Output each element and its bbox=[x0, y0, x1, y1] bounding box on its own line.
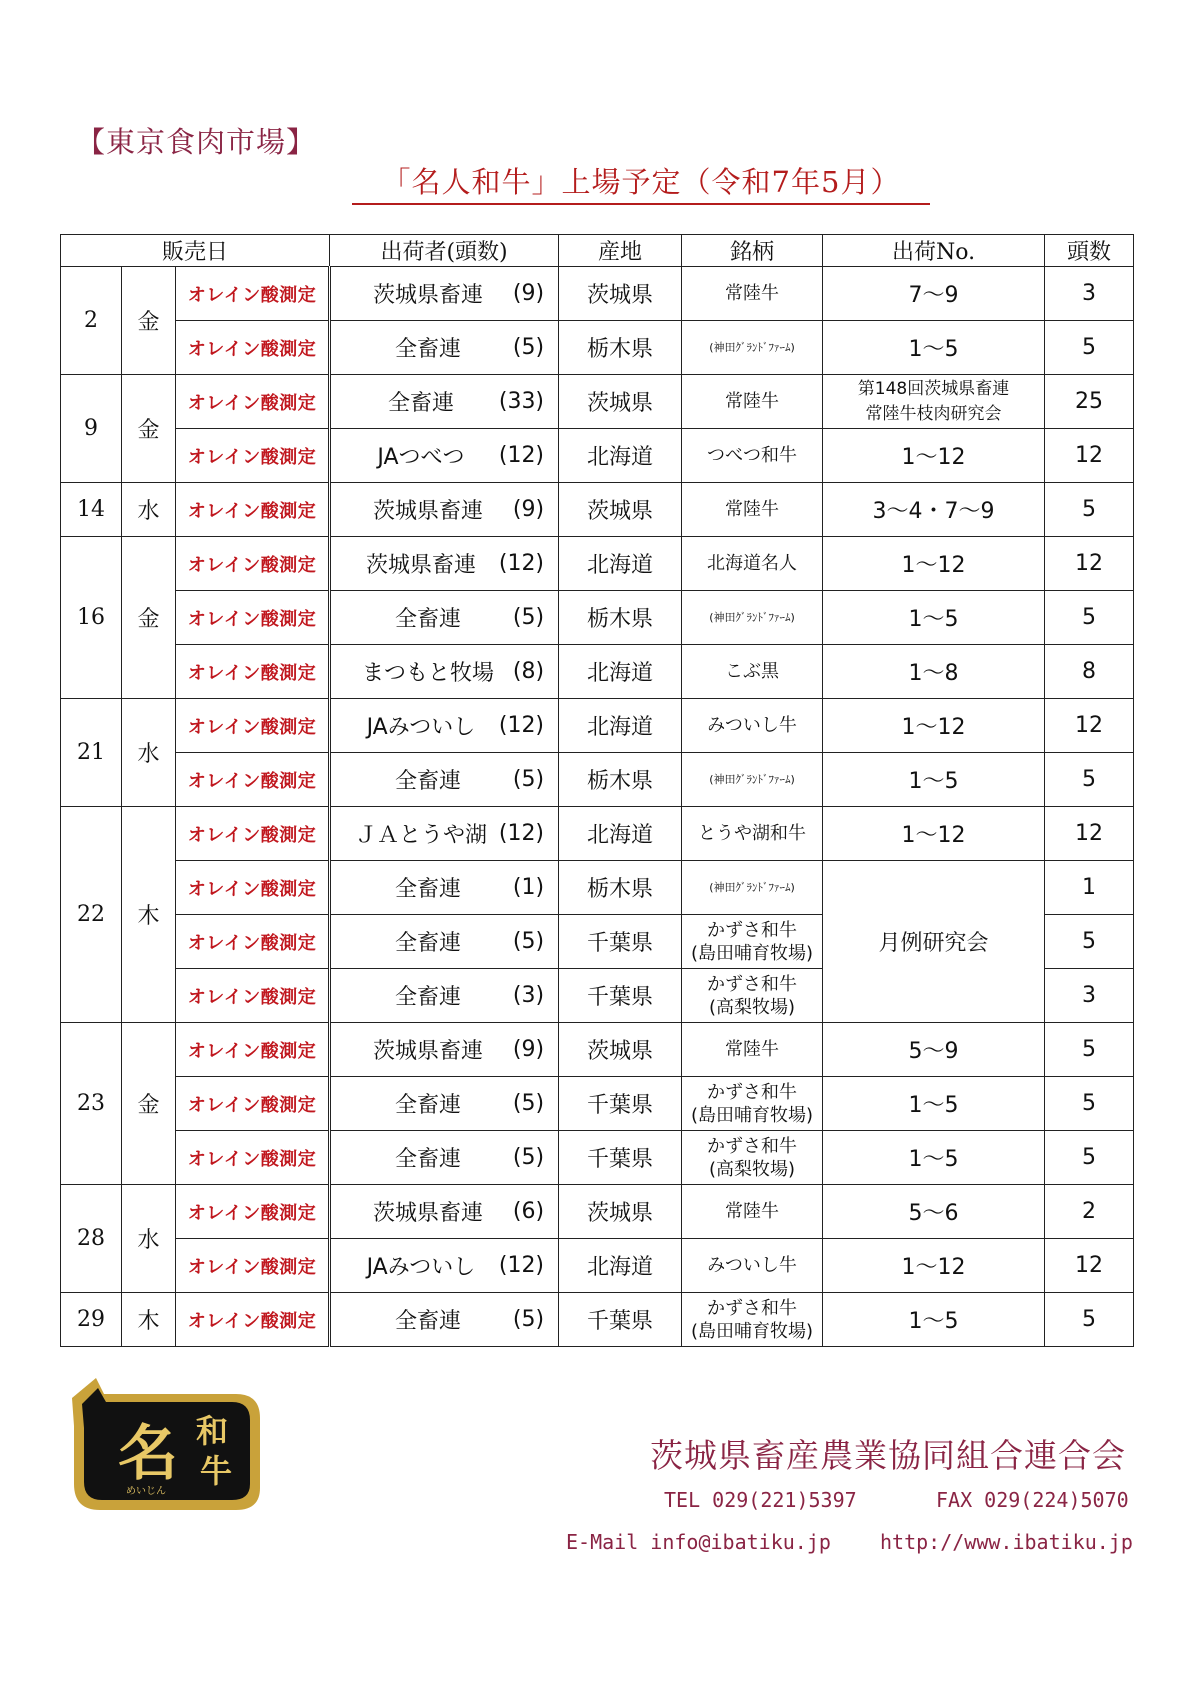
origin-cell: 栃木県 bbox=[559, 753, 682, 807]
ship-no-cell bbox=[823, 483, 1045, 537]
brand-name: 常陸牛 bbox=[725, 499, 780, 520]
origin-cell: 千葉県 bbox=[559, 1077, 682, 1131]
heads-cell: 5 bbox=[1045, 321, 1134, 375]
ship-no-cell bbox=[823, 1023, 1045, 1077]
brand-name: みついし牛 bbox=[707, 715, 797, 736]
shipper-count: (12) bbox=[498, 551, 545, 576]
shipper-name: JAみついし bbox=[366, 715, 476, 740]
shipper-count: (9) bbox=[512, 497, 545, 522]
brand-cell bbox=[682, 1023, 823, 1077]
ship-no-cell bbox=[823, 645, 1045, 699]
shipper-cell bbox=[330, 591, 559, 645]
brand-name: (神田ｸﾞﾗﾝﾄﾞﾌｧｰﾑ) bbox=[709, 773, 795, 786]
shipper-count: (5) bbox=[512, 1145, 545, 1170]
ship-no-cell bbox=[823, 1131, 1045, 1185]
brand-cell bbox=[682, 645, 823, 699]
shipper-cell bbox=[330, 1239, 559, 1293]
shipper-name: 茨城県畜連 bbox=[372, 1039, 483, 1064]
shipper-name: 全畜連 bbox=[394, 931, 461, 956]
origin-cell: 栃木県 bbox=[559, 591, 682, 645]
shipper-count: (12) bbox=[498, 713, 545, 738]
ship-no-cell bbox=[823, 807, 1045, 861]
origin-cell: 北海道 bbox=[559, 699, 682, 753]
heads-cell: 5 bbox=[1045, 753, 1134, 807]
shipper-count: (5) bbox=[512, 1307, 545, 1332]
logo-reading: めいじん bbox=[126, 1486, 166, 1497]
header-row bbox=[61, 235, 1134, 267]
table-row bbox=[61, 1239, 1134, 1293]
ship-no-cell bbox=[823, 1293, 1045, 1347]
brand-cell bbox=[682, 1077, 823, 1131]
ship-no: 5～6 bbox=[908, 1201, 959, 1226]
table-row bbox=[61, 1185, 1134, 1239]
brand-cell bbox=[682, 753, 823, 807]
origin-cell: 茨城県 bbox=[559, 375, 682, 429]
shipper-count: (5) bbox=[512, 929, 545, 954]
table-row bbox=[61, 429, 1134, 483]
brand-name: 常陸牛 bbox=[725, 1201, 780, 1222]
oleic-acid-label: オレイン酸測定 bbox=[176, 537, 330, 591]
shipper-count: (5) bbox=[512, 335, 545, 360]
oleic-acid-label: オレイン酸測定 bbox=[176, 861, 330, 915]
heads-cell: 5 bbox=[1045, 1023, 1134, 1077]
heads-cell: 1 bbox=[1045, 861, 1134, 915]
brand-cell bbox=[682, 1185, 823, 1239]
shipper-count: (8) bbox=[512, 659, 545, 684]
ship-no: 1～12 bbox=[901, 1255, 966, 1280]
oleic-acid-label: オレイン酸測定 bbox=[176, 807, 330, 861]
heads-cell: 3 bbox=[1045, 267, 1134, 321]
brand-name: みついし牛 bbox=[707, 1255, 797, 1276]
shipper-cell bbox=[330, 807, 559, 861]
brand-name: つべつ和牛 bbox=[707, 445, 798, 466]
heads-cell: 12 bbox=[1045, 807, 1134, 861]
heads-cell: 12 bbox=[1045, 699, 1134, 753]
ship-no: 1～8 bbox=[908, 661, 959, 686]
brand-name: 常陸牛 bbox=[725, 1039, 780, 1060]
table-row bbox=[61, 1293, 1134, 1347]
col-ship-no: 出荷No. bbox=[823, 235, 1045, 267]
brand-farm: (島田哺育牧場) bbox=[691, 1320, 814, 1342]
brand-name: かずさ和牛 bbox=[707, 1081, 798, 1103]
ship-no: 3～4・7～9 bbox=[872, 499, 995, 524]
heads-cell: 5 bbox=[1045, 1131, 1134, 1185]
meijin-wagyu-logo bbox=[60, 1370, 280, 1520]
sale-weekday: 水 bbox=[122, 483, 176, 537]
ship-no: 月例研究会 bbox=[878, 931, 989, 956]
oleic-acid-label: オレイン酸測定 bbox=[176, 483, 330, 537]
shipper-cell bbox=[330, 483, 559, 537]
oleic-acid-label: オレイン酸測定 bbox=[176, 699, 330, 753]
origin-cell: 茨城県 bbox=[559, 1185, 682, 1239]
tel-text: TEL 029(221)5397 bbox=[664, 1488, 857, 1512]
heads-cell: 5 bbox=[1045, 1077, 1134, 1131]
document-title: 「名人和牛」上場予定（令和7年5月） bbox=[352, 160, 930, 205]
sale-weekday: 金 bbox=[122, 267, 176, 375]
shipper-cell bbox=[330, 915, 559, 969]
sale-day: 16 bbox=[61, 537, 122, 699]
table-row bbox=[61, 591, 1134, 645]
ship-no: 1～5 bbox=[908, 337, 959, 362]
ship-no: 1～5 bbox=[908, 607, 959, 632]
brand-name: (神田ｸﾞﾗﾝﾄﾞﾌｧｰﾑ) bbox=[709, 341, 795, 354]
ship-no-cell bbox=[823, 753, 1045, 807]
origin-cell: 北海道 bbox=[559, 807, 682, 861]
table-row bbox=[61, 267, 1134, 321]
shipper-cell bbox=[330, 753, 559, 807]
shipper-cell bbox=[330, 969, 559, 1023]
brand-cell bbox=[682, 483, 823, 537]
market-title: 【東京食肉市場】 bbox=[76, 125, 317, 159]
shipper-count: (5) bbox=[512, 767, 545, 792]
col-heads: 頭数 bbox=[1045, 235, 1134, 267]
brand-name: こぶ黒 bbox=[725, 661, 780, 682]
shipper-count: (5) bbox=[512, 605, 545, 630]
email-link[interactable]: E-Mail info@ibatiku.jp bbox=[566, 1530, 831, 1554]
origin-cell: 千葉県 bbox=[559, 915, 682, 969]
origin-cell: 千葉県 bbox=[559, 969, 682, 1023]
brand-cell bbox=[682, 969, 823, 1023]
heads-cell: 3 bbox=[1045, 969, 1134, 1023]
sale-weekday: 金 bbox=[122, 537, 176, 699]
origin-cell: 北海道 bbox=[559, 537, 682, 591]
shipper-cell bbox=[330, 645, 559, 699]
sale-day: 29 bbox=[61, 1293, 122, 1347]
shipper-cell bbox=[330, 861, 559, 915]
shipper-count: (5) bbox=[512, 1091, 545, 1116]
ship-no: 1～12 bbox=[901, 445, 966, 470]
logo-sub2-char: 牛 bbox=[200, 1452, 233, 1490]
sale-day: 22 bbox=[61, 807, 122, 1023]
sale-weekday: 水 bbox=[122, 699, 176, 807]
sale-day: 9 bbox=[61, 375, 122, 483]
oleic-acid-label: オレイン酸測定 bbox=[176, 753, 330, 807]
shipper-name: 全畜連 bbox=[394, 985, 461, 1010]
origin-cell: 千葉県 bbox=[559, 1293, 682, 1347]
origin-cell: 茨城県 bbox=[559, 267, 682, 321]
table-row bbox=[61, 645, 1134, 699]
shipper-cell bbox=[330, 321, 559, 375]
shipper-count: (6) bbox=[512, 1199, 545, 1224]
origin-cell: 栃木県 bbox=[559, 861, 682, 915]
fax-text: FAX 029(224)5070 bbox=[936, 1488, 1129, 1512]
ship-no: 5～9 bbox=[908, 1039, 959, 1064]
shipper-cell bbox=[330, 699, 559, 753]
shipper-cell bbox=[330, 1293, 559, 1347]
oleic-acid-label: オレイン酸測定 bbox=[176, 1131, 330, 1185]
origin-cell: 北海道 bbox=[559, 645, 682, 699]
oleic-acid-label: オレイン酸測定 bbox=[176, 1239, 330, 1293]
brand-name: かずさ和牛 bbox=[707, 973, 798, 995]
origin-cell: 茨城県 bbox=[559, 483, 682, 537]
oleic-acid-label: オレイン酸測定 bbox=[176, 1023, 330, 1077]
brand-name: かずさ和牛 bbox=[707, 1135, 798, 1157]
ship-no-cell bbox=[823, 1185, 1045, 1239]
oleic-acid-label: オレイン酸測定 bbox=[176, 375, 330, 429]
shipper-name: 全畜連 bbox=[394, 1093, 461, 1118]
sale-weekday: 金 bbox=[122, 1023, 176, 1185]
shipper-cell bbox=[330, 429, 559, 483]
origin-cell: 北海道 bbox=[559, 1239, 682, 1293]
brand-farm: (高梨牧場) bbox=[709, 1158, 796, 1180]
table-row bbox=[61, 1077, 1134, 1131]
origin-cell: 千葉県 bbox=[559, 1131, 682, 1185]
col-brand: 銘柄 bbox=[682, 235, 823, 267]
ship-no-cell bbox=[823, 861, 1045, 1023]
shipper-name: 茨城県畜連 bbox=[365, 553, 476, 578]
shipper-count: (9) bbox=[512, 1037, 545, 1062]
brand-cell bbox=[682, 429, 823, 483]
table-row bbox=[61, 861, 1134, 915]
ship-no: 第148回茨城県畜連 bbox=[857, 378, 1010, 399]
shipper-cell bbox=[330, 1185, 559, 1239]
brand-name: 常陸牛 bbox=[725, 391, 780, 412]
oleic-acid-label: オレイン酸測定 bbox=[176, 429, 330, 483]
ship-no-cell bbox=[823, 1077, 1045, 1131]
oleic-acid-label: オレイン酸測定 bbox=[176, 915, 330, 969]
brand-cell bbox=[682, 861, 823, 915]
brand-cell bbox=[682, 807, 823, 861]
shipper-cell bbox=[330, 1077, 559, 1131]
table-row bbox=[61, 321, 1134, 375]
shipper-name: まつもと牧場 bbox=[361, 661, 494, 686]
ship-no-line2: 常陸牛枝肉研究会 bbox=[865, 403, 1002, 424]
shipper-name: 全畜連 bbox=[394, 337, 461, 362]
brand-cell bbox=[682, 375, 823, 429]
sale-weekday: 木 bbox=[122, 807, 176, 1023]
oleic-acid-label: オレイン酸測定 bbox=[176, 1185, 330, 1239]
shipper-cell bbox=[330, 1131, 559, 1185]
shipper-name: 全畜連 bbox=[394, 877, 461, 902]
brand-name: (神田ｸﾞﾗﾝﾄﾞﾌｧｰﾑ) bbox=[709, 881, 795, 894]
col-date: 販売日 bbox=[61, 235, 330, 267]
ship-no: 7～9 bbox=[908, 283, 959, 308]
sale-day: 23 bbox=[61, 1023, 122, 1185]
brand-cell bbox=[682, 1131, 823, 1185]
oleic-acid-label: オレイン酸測定 bbox=[176, 321, 330, 375]
logo-main-char: 名 bbox=[118, 1419, 178, 1489]
ship-no-cell bbox=[823, 591, 1045, 645]
brand-name: 常陸牛 bbox=[725, 283, 780, 304]
table-row bbox=[61, 537, 1134, 591]
ship-no: 1～5 bbox=[908, 1147, 959, 1172]
ship-no-cell bbox=[823, 429, 1045, 483]
heads-cell: 5 bbox=[1045, 591, 1134, 645]
table-row bbox=[61, 1131, 1134, 1185]
schedule-table bbox=[60, 234, 1134, 1347]
oleic-acid-label: オレイン酸測定 bbox=[176, 267, 330, 321]
sale-day: 21 bbox=[61, 699, 122, 807]
oleic-acid-label: オレイン酸測定 bbox=[176, 1293, 330, 1347]
heads-cell: 12 bbox=[1045, 537, 1134, 591]
origin-cell: 栃木県 bbox=[559, 321, 682, 375]
sale-weekday: 木 bbox=[122, 1293, 176, 1347]
ship-no-cell bbox=[823, 267, 1045, 321]
brand-cell bbox=[682, 537, 823, 591]
shipper-cell bbox=[330, 537, 559, 591]
shipper-count: (12) bbox=[498, 1253, 545, 1278]
brand-name: (神田ｸﾞﾗﾝﾄﾞﾌｧｰﾑ) bbox=[709, 611, 795, 624]
col-origin: 産地 bbox=[559, 235, 682, 267]
shipper-name: 全畜連 bbox=[387, 391, 454, 416]
heads-cell: 5 bbox=[1045, 483, 1134, 537]
sale-day: 28 bbox=[61, 1185, 122, 1293]
shipper-count: (12) bbox=[498, 821, 545, 846]
oleic-acid-label: オレイン酸測定 bbox=[176, 591, 330, 645]
brand-cell bbox=[682, 267, 823, 321]
table-row bbox=[61, 375, 1134, 429]
shipper-name: 全畜連 bbox=[394, 1309, 461, 1334]
shipper-name: 全畜連 bbox=[394, 769, 461, 794]
ship-no-cell bbox=[823, 699, 1045, 753]
table-row bbox=[61, 807, 1134, 861]
oleic-acid-label: オレイン酸測定 bbox=[176, 969, 330, 1023]
sale-day: 2 bbox=[61, 267, 122, 375]
heads-cell: 12 bbox=[1045, 429, 1134, 483]
ship-no: 1～12 bbox=[901, 823, 966, 848]
col-shipper: 出荷者(頭数) bbox=[330, 235, 559, 267]
heads-cell: 12 bbox=[1045, 1239, 1134, 1293]
brand-cell bbox=[682, 699, 823, 753]
sale-weekday: 金 bbox=[122, 375, 176, 483]
shipper-name: 茨城県畜連 bbox=[372, 1201, 483, 1226]
shipper-name: JAつべつ bbox=[377, 445, 465, 470]
shipper-name: 全畜連 bbox=[394, 607, 461, 632]
shipper-count: (9) bbox=[512, 281, 545, 306]
sale-day: 14 bbox=[61, 483, 122, 537]
origin-cell: 茨城県 bbox=[559, 1023, 682, 1077]
shipper-cell bbox=[330, 1023, 559, 1077]
brand-farm: (島田哺育牧場) bbox=[691, 1104, 814, 1126]
shipper-count: (3) bbox=[512, 983, 545, 1008]
brand-name: 北海道名人 bbox=[707, 553, 798, 574]
brand-name: とうや湖和牛 bbox=[698, 823, 807, 844]
ship-no: 1～5 bbox=[908, 1093, 959, 1118]
shipper-name: ＪＡとうや湖 bbox=[354, 823, 487, 848]
heads-cell: 25 bbox=[1045, 375, 1134, 429]
ship-no-cell bbox=[823, 375, 1045, 429]
heads-cell: 5 bbox=[1045, 915, 1134, 969]
brand-farm: (高梨牧場) bbox=[709, 996, 796, 1018]
table-row bbox=[61, 1023, 1134, 1077]
brand-cell bbox=[682, 1239, 823, 1293]
ship-no-cell bbox=[823, 537, 1045, 591]
table-row bbox=[61, 483, 1134, 537]
shipper-count: (12) bbox=[498, 443, 545, 468]
ship-no-cell bbox=[823, 1239, 1045, 1293]
brand-name: かずさ和牛 bbox=[707, 919, 798, 941]
ship-no-cell bbox=[823, 321, 1045, 375]
heads-cell: 2 bbox=[1045, 1185, 1134, 1239]
origin-cell: 北海道 bbox=[559, 429, 682, 483]
ship-no: 1～5 bbox=[908, 769, 959, 794]
brand-cell bbox=[682, 591, 823, 645]
ship-no: 1～12 bbox=[901, 553, 966, 578]
shipper-name: JAみついし bbox=[366, 1255, 476, 1280]
brand-cell bbox=[682, 321, 823, 375]
logo-sub1-char: 和 bbox=[196, 1412, 229, 1450]
schedule-body bbox=[61, 267, 1134, 1347]
heads-cell: 8 bbox=[1045, 645, 1134, 699]
oleic-acid-label: オレイン酸測定 bbox=[176, 645, 330, 699]
brand-cell bbox=[682, 1293, 823, 1347]
ship-no: 1～5 bbox=[908, 1309, 959, 1334]
shipper-count: (33) bbox=[498, 389, 545, 414]
shipper-cell bbox=[330, 375, 559, 429]
ship-no: 1～12 bbox=[901, 715, 966, 740]
brand-farm: (島田哺育牧場) bbox=[691, 942, 814, 964]
shipper-name: 茨城県畜連 bbox=[372, 283, 483, 308]
shipper-name: 全畜連 bbox=[394, 1147, 461, 1172]
oleic-acid-label: オレイン酸測定 bbox=[176, 1077, 330, 1131]
sale-weekday: 水 bbox=[122, 1185, 176, 1293]
heads-cell: 5 bbox=[1045, 1293, 1134, 1347]
brand-name: かずさ和牛 bbox=[707, 1297, 798, 1319]
website-link[interactable]: http://www.ibatiku.jp bbox=[880, 1530, 1133, 1554]
shipper-count: (1) bbox=[512, 875, 545, 900]
shipper-cell bbox=[330, 267, 559, 321]
table-row bbox=[61, 753, 1134, 807]
shipper-name: 茨城県畜連 bbox=[372, 499, 483, 524]
association-name: 茨城県畜産農業協同組合連合会 bbox=[650, 1436, 1126, 1475]
table-row bbox=[61, 699, 1134, 753]
brand-cell bbox=[682, 915, 823, 969]
